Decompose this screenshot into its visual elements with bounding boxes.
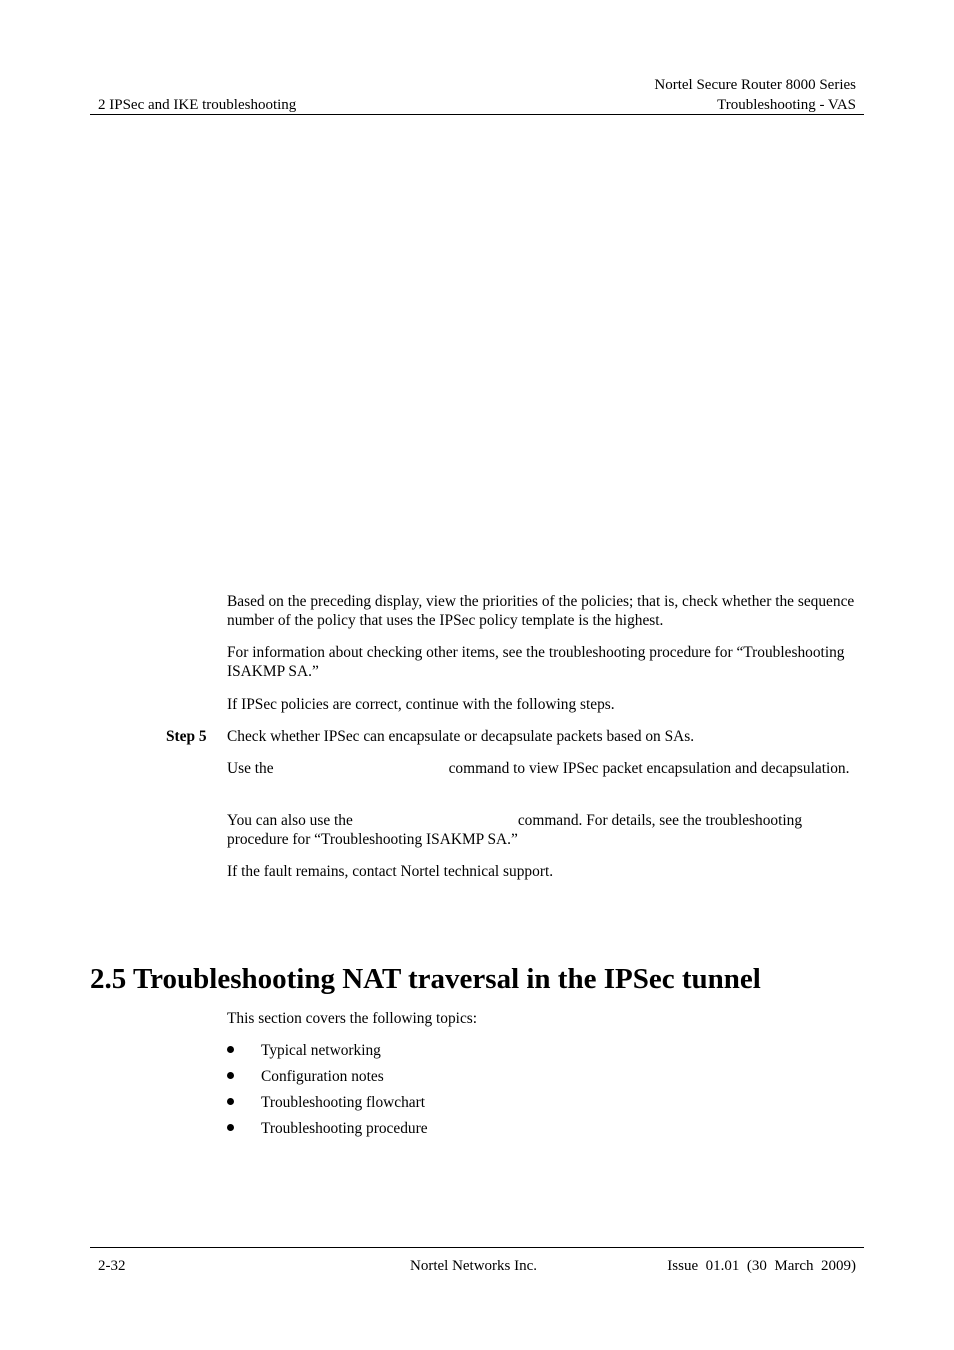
footer-issue: Issue 01.01 (30 March 2009) <box>667 1258 856 1274</box>
header-product-line2: Troubleshooting - VAS <box>717 97 856 113</box>
header-rule <box>90 114 864 115</box>
topic-label: Troubleshooting flowchart <box>261 1094 426 1111</box>
bullet-icon <box>227 1046 234 1053</box>
topic-label: Typical networking <box>261 1042 381 1059</box>
bullet-icon <box>227 1072 234 1079</box>
header-product-line1: Nortel Secure Router 8000 Series <box>654 77 856 93</box>
header-chapter: 2 IPSec and IKE troubleshooting <box>98 97 297 113</box>
also-use-end: command. For details, see the troubleshooting procedure for “Troubleshooting ISAKMP SA.” <box>227 812 803 848</box>
paragraph-use-command <box>227 759 857 778</box>
bullet-icon <box>227 1098 234 1105</box>
section-intro: This section covers the following topics: <box>227 1010 478 1027</box>
paragraph-policies-correct: If IPSec policies are correct, continue with the following steps. <box>227 696 615 713</box>
paragraph-fault-remains: If the fault remains, contact Nortel technical support. <box>227 863 554 880</box>
step-label: Step 5 <box>166 728 207 745</box>
topic-label: Troubleshooting procedure <box>261 1120 428 1137</box>
paragraph-policy-priority: Based on the preceding display, view the priorities of the policies; that is, check whether the sequence number of the policy that uses the IPSec policy template is the highest. <box>227 593 855 629</box>
step-text: Check whether IPSec can encapsulate or decapsulate packets based on SAs. <box>227 728 695 745</box>
paragraph-also-use-command <box>227 811 857 849</box>
bullet-icon <box>227 1124 234 1131</box>
paragraph-other-items: For information about checking other items, see the troubleshooting procedure for “Troubleshooting ISAKMP SA.” <box>227 644 845 680</box>
also-use-start: You can also use the <box>227 812 353 829</box>
topic-label: Configuration notes <box>261 1068 384 1085</box>
footer-page-number: 2-32 <box>98 1258 126 1274</box>
footer-company: Nortel Networks Inc. <box>410 1258 538 1274</box>
footer-rule <box>90 1247 864 1248</box>
use-command-start: Use the <box>227 760 274 777</box>
use-command-end: command to view IPSec packet encapsulation and decapsulation. <box>448 760 850 777</box>
section-title: 2.5 Troubleshooting NAT traversal in the IPSec tunnel <box>90 963 761 995</box>
